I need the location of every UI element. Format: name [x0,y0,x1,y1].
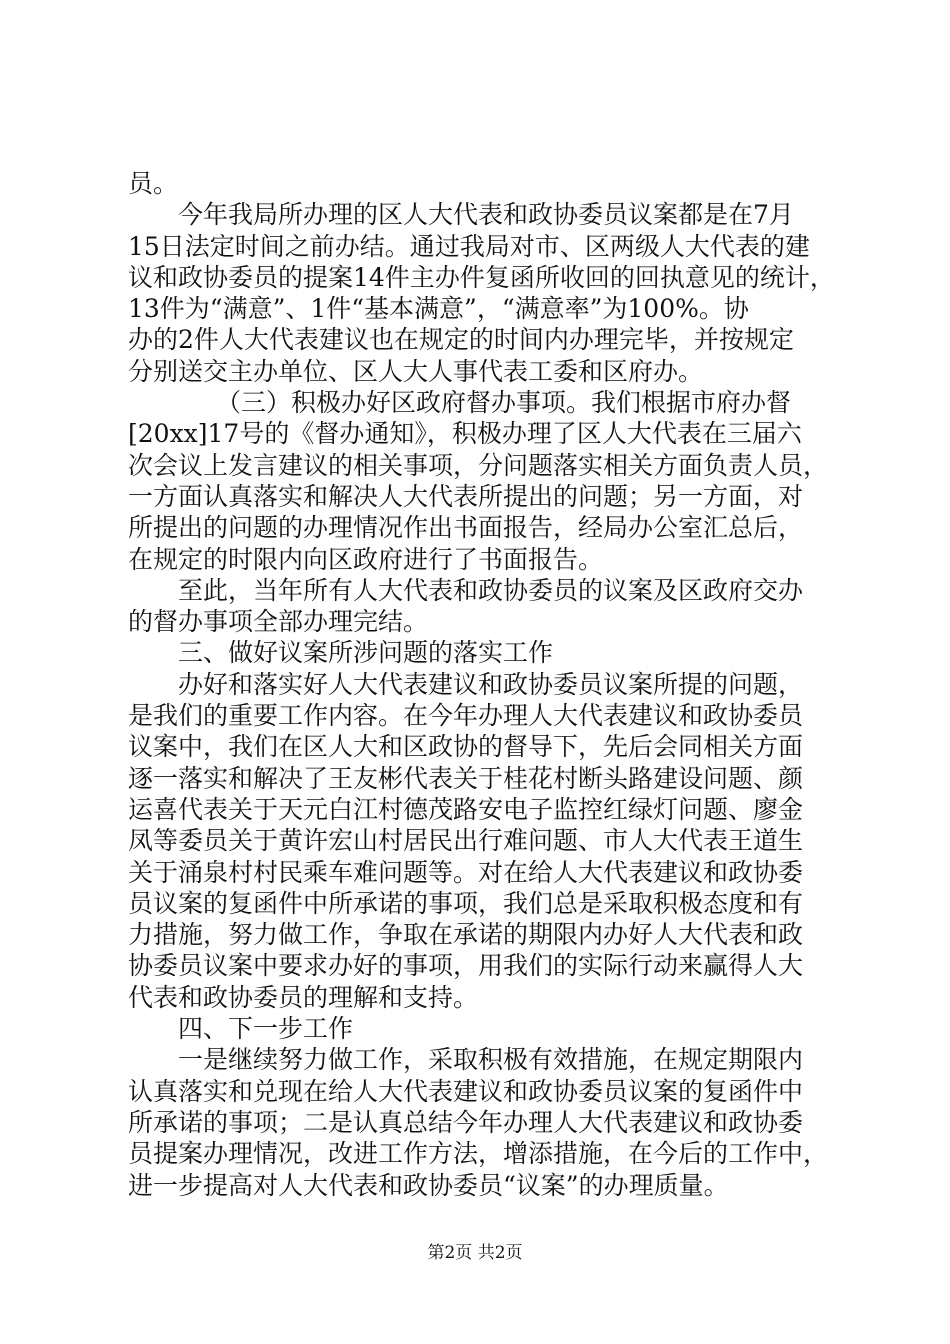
text-line: 所提出的问题的办理情况作出书面报告，经局办公室汇总后， [128,513,804,543]
text-line: [20xx]17号的《督办通知》，积极办理了区人大代表在三届六 [128,419,802,449]
text-line: 逐一落实和解决了王友彬代表关于桂花村断头路建设问题、颜 [128,763,804,793]
text-line: 议和政协委员的提案14件主办件复函所收回的回执意见的统计， [128,262,835,292]
text-line: 13件为“满意”、1件“基本满意”，“满意率”为100%。协 [128,294,749,324]
text-line: 进一步提高对人大代表和政协委员“议案”的办理质量。 [128,1170,729,1200]
text-line: 凤等委员关于黄许宏山村居民出行难问题、市人大代表王道生 [128,826,804,856]
text-line: 的督办事项全部办理完结。 [128,607,429,637]
text-line: 次会议上发言建议的相关事项，分问题落实相关方面负责人员， [128,450,829,480]
text-line: 员。 [128,169,179,198]
text-line: 四、下一步工作 [178,1014,354,1044]
text-line: 15日法定时间之前办结。通过我局对市、区两级人大代表的建 [128,231,810,261]
text-line: 办好和落实好人大代表建议和政协委员议案所提的问题， [178,669,804,699]
text-line: 关于涌泉村村民乘车难问题等。对在给人大代表建议和政协委 [128,857,804,887]
text-line: 在规定的时限内向区政府进行了书面报告。 [128,544,604,574]
text-line: （三）积极办好区政府督办事项。我们根据市府办督 [216,388,792,418]
text-line: 代表和政协委员的理解和支持。 [128,982,479,1012]
text-line: 所承诺的事项；二是认真总结今年办理人大代表建议和政协委 [128,1107,804,1137]
text-line: 运喜代表关于天元白江村德茂路安电子监控红绿灯问题、廖金 [128,794,804,824]
body-text [128,168,842,1201]
text-line: 今年我局所办理的区人大代表和政协委员议案都是在7月 [178,200,794,230]
text-line: 一方面认真落实和解决人大代表所提出的问题；另一方面，对 [128,481,804,511]
text-line: 是我们的重要工作内容。在今年办理人大代表建议和政协委员 [128,701,804,731]
text-line: 员议案的复函件中所承诺的事项，我们总是采取积极态度和有 [128,888,804,918]
page-footer: 第2页 共2页 [427,1243,523,1263]
text-line: 议案中，我们在区人大和区政协的督导下，先后会同相关方面 [128,732,804,762]
text-line: 协委员议案中要求办好的事项，用我们的实际行动来赢得人大 [128,951,804,981]
text-line: 力措施，努力做工作，争取在承诺的期限内办好人大代表和政 [128,920,804,950]
text-line: 员提案办理情况，改进工作方法，增添措施，在今后的工作中， [128,1139,829,1169]
text-line: 分别送交主办单位、区人大人事代表工委和区府办。 [128,356,704,386]
text-line: 认真落实和兑现在给人大代表建议和政协委员议案的复函件中 [128,1076,804,1106]
text-line: 至此，当年所有人大代表和政协委员的议案及区政府交办 [178,575,804,605]
text-line: 一是继续努力做工作，采取积极有效措施，在规定期限内 [178,1045,804,1075]
text-line: 办的2件人大代表建议也在规定的时间内办理完毕，并按规定 [128,325,794,355]
text-line: 三、做好议案所涉问题的落实工作 [178,638,554,668]
